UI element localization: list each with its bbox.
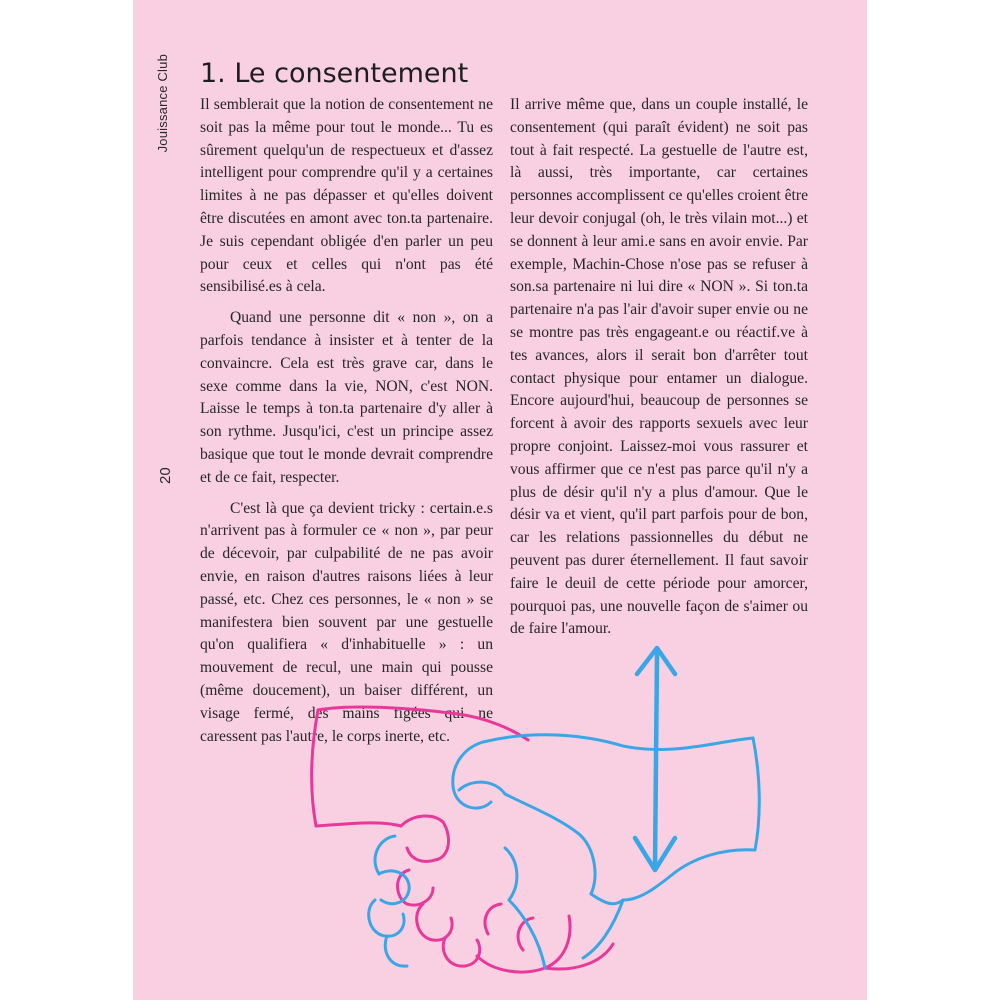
left-paragraph-1: Il semblerait que la notion de consentement ne soit pas la même pour tout le monde... Tu es sûrement quelqu'un de respectueux et d'assez intelligent pour comprendre qu'il y a certaines limites à ne pas dépasser et qu'elles doivent être discutées en amont avec ton.ta partenaire. Je suis cependant obligée d'en parler un peu pour ceux et celles qui n'ont pas été sensibilisé.es à cela.: [200, 96, 493, 296]
book-page: [133, 0, 867, 1000]
page-number: [155, 462, 177, 488]
running-title-text: Jouissance Club: [155, 54, 170, 153]
pink-hand-icon: [312, 707, 613, 972]
left-paragraph-2: Quand une personne dit « non », on a parfois tendance à insister et à tenter de la convaincre. Cela est très grave car, dans le sexe comme dans la vie, NON, c'est NON. Laisse le temps à ton.ta partenaire d'y aller à son rythme. Jusqu'ici, c'est un principe assez basique que tout le monde devrait comprendre et de ce fait, respecter.: [200, 309, 493, 486]
double-arrow-icon: [635, 648, 675, 870]
running-title: [155, 54, 177, 184]
section-title: 1. Le consentement: [200, 58, 469, 89]
blue-hand-icon: [369, 735, 760, 968]
right-column: [510, 94, 808, 641]
page-number-text: 20: [157, 467, 174, 484]
handshake-illustration: [283, 638, 783, 1000]
handshake-drawing: [283, 638, 783, 1000]
left-paragraph-3: C'est là que ça devient tricky : certain.e.s n'arrivent pas à formuler ce « non », par peur de décevoir, par culpabilité de ne pas avoir envie, en raison d'autres raisons liées à leur passé, etc. Chez ces personnes, le « non » se manifestera bien souvent par une gestuelle qu'on qualifiera « d'inhabituelle » : un mouvement de recul, une main qui pousse (même doucement), un baiser différent, un visage fermé, des mains figées qui ne caressent pas l'autre, le corps inerte, etc.: [200, 499, 493, 745]
right-paragraph-1: Il arrive même que, dans un couple installé, le consentement (qui paraît évident) ne soit pas tout à fait respecté. La gestuelle de l'autre est, là aussi, très importante, car certaines personnes accomplissent ce qu'elles croient être leur devoir conjugal (oh, le très vilain mot...) et se donnent à leur ami.e sans en avoir envie. Par exemple, Machin-Chose n'ose pas se refuser à son.sa partenaire ni lui dire « NON ». Si ton.ta partenaire n'a pas l'air d'avoir super envie ou ne se montre pas très engageant.e ou réactif.ve à tes avances, alors il serait bon d'arrêter tout contact physique pour entamer un dialogue. Encore aujourd'hui, beaucoup de personnes se forcent à avoir des rapports sexuels avec leur propre conjoint. Laissez-moi vous rassurer et vous affirmer que ce n'est pas parce qu'il n'y a plus de désir qu'il n'y a plus d'amour. Que le désir va et vient, qu'il part parfois pour de bon, car les relations passionnelles du début ne peuvent pas durer éternellement. Il faut savoir faire le deuil de cette période pour amorcer, pourquoi pas, une nouvelle façon de s'aimer ou de faire l'amour.: [510, 96, 808, 638]
